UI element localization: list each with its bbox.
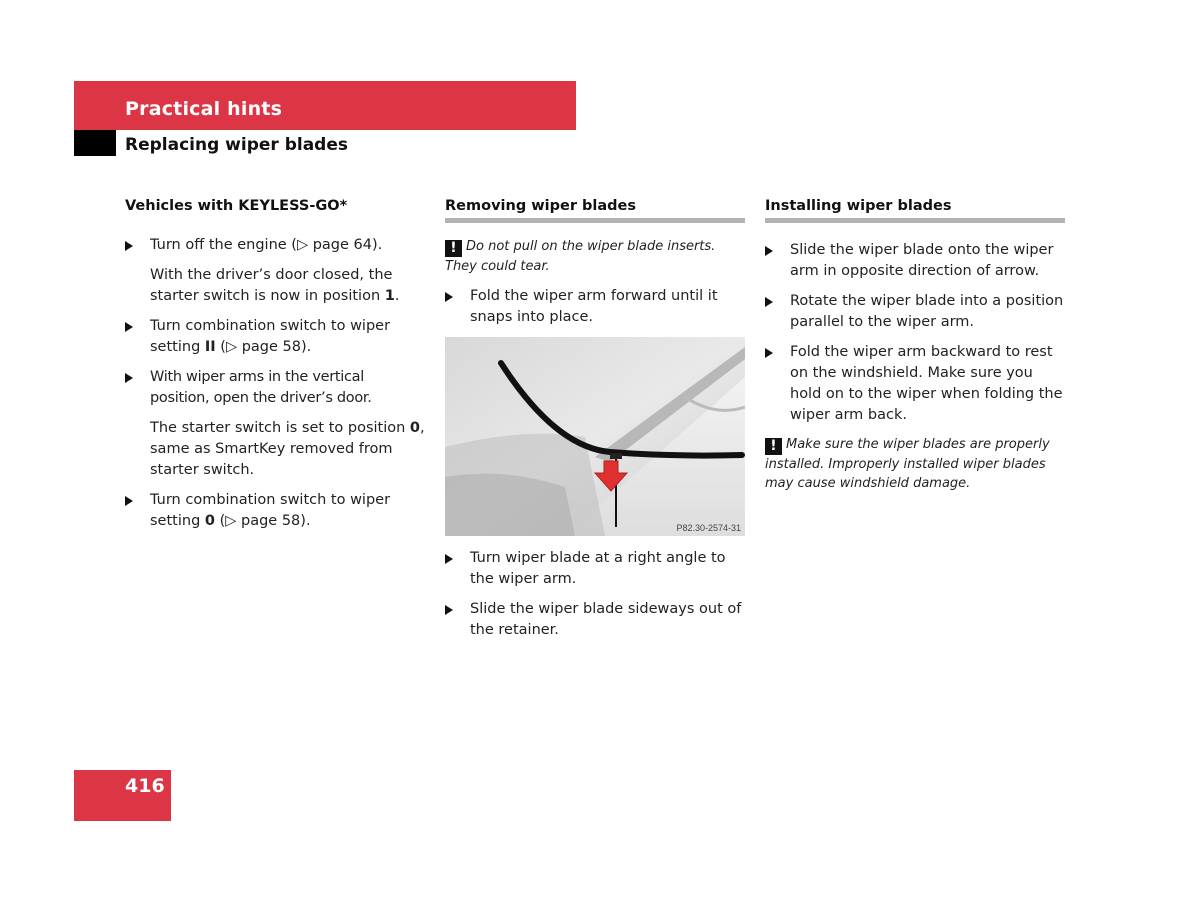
column-removing-wiper-blades bbox=[445, 196, 745, 650]
warning-icon: ! bbox=[445, 240, 462, 257]
step-item: Fold the wiper arm forward until it snaps into place. bbox=[445, 286, 745, 328]
subsection-marker bbox=[74, 130, 116, 156]
wiper-arm-photo bbox=[445, 337, 745, 536]
figure-code: P82.30-2574-31 bbox=[676, 523, 741, 533]
step-item: Turn combination switch to wiper setting II (▷ page 58). bbox=[125, 316, 425, 358]
step-item: Fold the wiper arm backward to rest on the windshield. Make sure you hold on to the wiper when folding the wiper arm back. bbox=[765, 342, 1065, 426]
step-item: Turn wiper blade at a right angle to the wiper arm. bbox=[445, 548, 745, 590]
bullet-triangle-icon bbox=[445, 605, 453, 615]
warning-note: ! Do not pull on the wiper blade inserts. They could tear. bbox=[445, 239, 716, 274]
page-number: 416 bbox=[125, 775, 165, 797]
step-item: Rotate the wiper blade into a position parallel to the wiper arm. bbox=[765, 291, 1065, 333]
heading-rule bbox=[445, 218, 745, 223]
column-heading: Vehicles with KEYLESS-GO* bbox=[125, 198, 348, 214]
subsection-title: Replacing wiper blades bbox=[125, 135, 349, 155]
bullet-triangle-icon bbox=[445, 292, 453, 302]
bullet-triangle-icon bbox=[125, 322, 133, 332]
step-item: With wiper arms in the vertical position, open the driver’s door. bbox=[125, 367, 425, 409]
bullet-triangle-icon bbox=[765, 246, 773, 256]
bullet-triangle-icon bbox=[125, 496, 133, 506]
bullet-triangle-icon bbox=[125, 241, 133, 251]
column-keyless-go bbox=[125, 196, 425, 541]
step-item: Slide the wiper blade onto the wiper arm in opposite direction of arrow. bbox=[765, 240, 1065, 282]
step-note: With the driver’s door closed, the starter switch is now in position 1. bbox=[150, 267, 400, 304]
step-note: The starter switch is set to position 0, same as SmartKey removed from starter switch. bbox=[150, 420, 425, 478]
column-heading: Installing wiper blades bbox=[765, 198, 952, 214]
step-item: Turn off the engine (▷ page 64). bbox=[125, 235, 425, 256]
bullet-triangle-icon bbox=[445, 554, 453, 564]
section-title: Practical hints bbox=[125, 98, 283, 120]
warning-icon: ! bbox=[765, 438, 782, 455]
bullet-triangle-icon bbox=[125, 373, 133, 383]
column-installing-wiper-blades bbox=[765, 196, 1065, 503]
step-item: Slide the wiper blade sideways out of the retainer. bbox=[445, 599, 745, 641]
bullet-triangle-icon bbox=[765, 348, 773, 358]
step-item: Turn combination switch to wiper setting 0 (▷ page 58). bbox=[125, 490, 425, 532]
bullet-triangle-icon bbox=[765, 297, 773, 307]
column-heading: Removing wiper blades bbox=[445, 198, 636, 214]
warning-note: ! Make sure the wiper blades are properly installed. Improperly installed wiper blades may cause windshield damage. bbox=[765, 437, 1050, 491]
wiper-arm-illustration bbox=[445, 337, 745, 536]
heading-rule bbox=[765, 218, 1065, 223]
